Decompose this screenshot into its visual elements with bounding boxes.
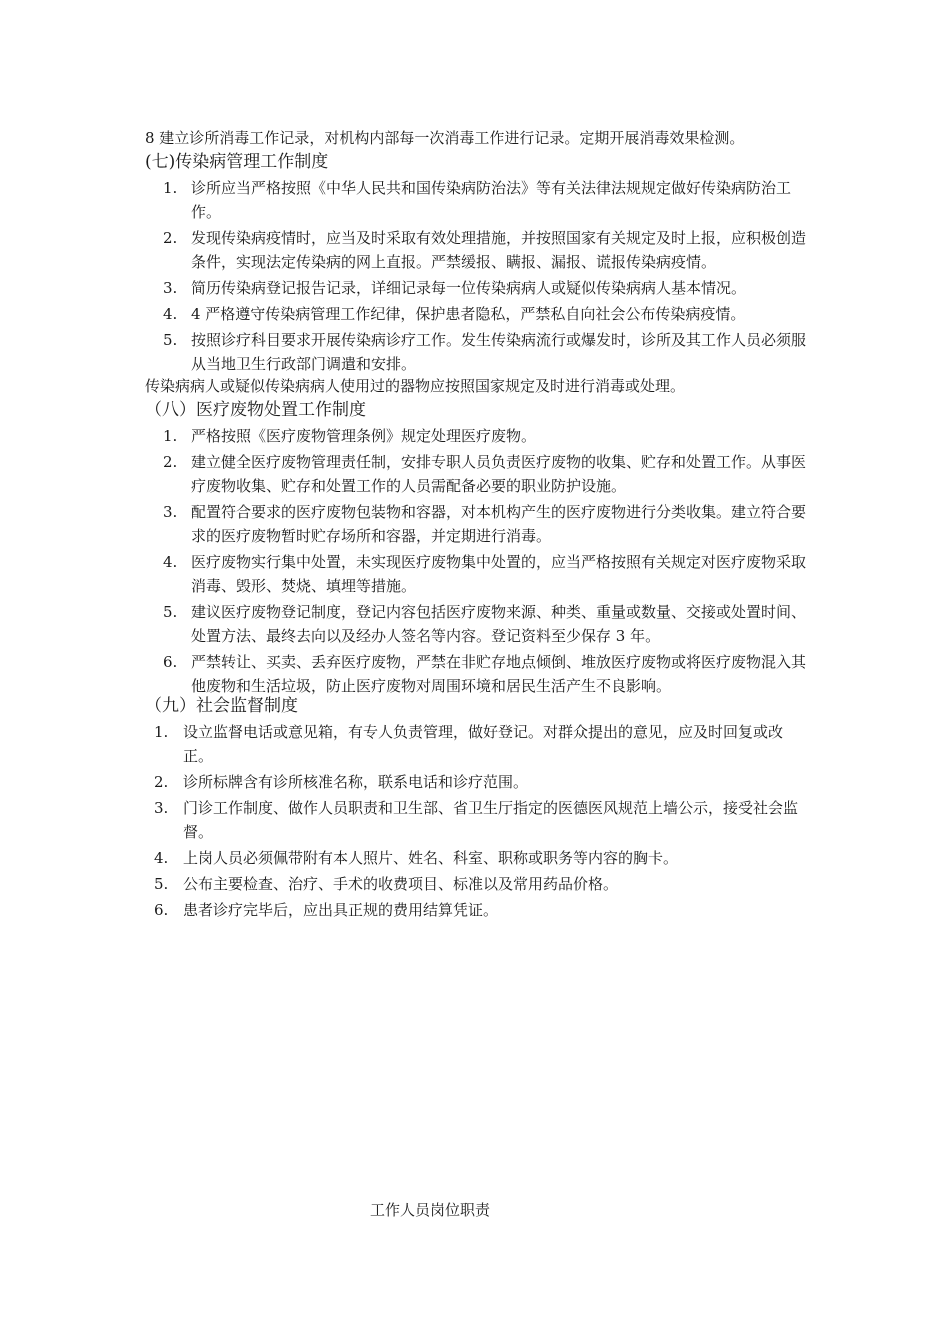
item-number: 2. — [163, 453, 178, 471]
item-number: 1. — [154, 723, 169, 741]
item-text: 门诊工作制度、做作人员职责和卫生部、省卫生厅指定的医德医风规范上墙公示，接受社会监督。 — [183, 799, 799, 841]
item-number: 4. — [163, 553, 178, 571]
item-text: 按照诊疗科目要求开展传染病诊疗工作。发生传染病流行或爆发时，诊所及其工作人员必须服从当地卫生行政部门调遣和安排。 — [191, 331, 807, 373]
section-9-heading: （九）社会监督制度 — [145, 696, 298, 716]
item-text: 公布主要检查、治疗、手术的收费项目、标准以及常用药品价格。 — [183, 875, 619, 893]
item-number: 3. — [163, 279, 178, 297]
item-text: 上岗人员必须佩带附有本人照片、姓名、科室、职称或职务等内容的胸卡。 — [183, 849, 679, 867]
item-number: 3. — [163, 503, 178, 521]
item-number: 2. — [154, 773, 169, 791]
list-item — [0, 500, 950, 548]
section-9-list — [0, 720, 950, 922]
item-text: 建议医疗废物登记制度，登记内容包括医疗废物来源、种类、重量或数量、交接或处置时间、处置方法、最终去向以及经办人签名等内容。登记资料至少保存 3 年。 — [191, 603, 807, 645]
list-item — [0, 600, 950, 648]
item-number: 2. — [163, 229, 178, 247]
item-number: 1. — [163, 179, 178, 197]
item-number: 6. — [154, 901, 169, 919]
item-number: 5. — [154, 875, 169, 893]
section-7-heading: (七)传染病管理工作制度 — [145, 152, 329, 172]
item-number: 4. — [163, 305, 178, 323]
item-number: 5. — [163, 331, 178, 349]
list-item — [0, 450, 950, 498]
item-text: 诊所应当严格按照《中华人民共和国传染病防治法》等有关法律法规规定做好传染病防治工作。 — [191, 179, 792, 221]
item-number: 4. — [154, 849, 169, 867]
item-number: 6. — [163, 653, 178, 671]
section-7-list — [0, 176, 950, 376]
item-text: 严禁转让、买卖、丢弃医疗废物，严禁在非贮存地点倾倒、堆放医疗废物或将医疗废物混入其他废物和生活垃圾，防止医疗废物对周围环境和居民生活产生不良影响。 — [191, 653, 807, 695]
item-text: 患者诊疗完毕后，应出具正规的费用结算凭证。 — [183, 901, 499, 919]
item-number: 5. — [163, 603, 178, 621]
item-text: 发现传染病疫情时，应当及时采取有效处理措施，并按照国家有关规定及时上报，应积极创造条件，实现法定传染病的网上直报。严禁缓报、瞒报、漏报、谎报传染病疫情。 — [191, 229, 807, 271]
list-item — [0, 302, 950, 326]
list-item — [0, 720, 950, 768]
list-item — [0, 650, 950, 698]
item-text: 简历传染病登记报告记录，详细记录每一位传染病病人或疑似传染病病人基本情况。 — [191, 279, 747, 297]
section-8-list — [0, 424, 950, 698]
list-item — [0, 328, 950, 376]
list-item — [0, 872, 950, 896]
item-text: 诊所标牌含有诊所核准名称，联系电话和诊疗范围。 — [183, 773, 529, 791]
item-number: 3. — [154, 799, 169, 817]
footer-title: 工作人员岗位职责 — [369, 1201, 490, 1219]
item-text: 建立健全医疗废物管理责任制，安排专职人员负责医疗废物的收集、贮存和处置工作。从事医疗废物收集、贮存和处置工作的人员需配备必要的职业防护设施。 — [191, 453, 807, 495]
item-number: 1. — [163, 427, 178, 445]
list-item — [0, 226, 950, 274]
item-text: 4 严格遵守传染病管理工作纪律，保护患者隐私，严禁私自向社会公布传染病疫情。 — [191, 305, 746, 323]
list-item — [0, 796, 950, 844]
list-item — [0, 550, 950, 598]
item-text: 配置符合要求的医疗废物包装物和容器，对本机构产生的医疗废物进行分类收集。建立符合要求的医疗废物暂时贮存场所和容器，并定期进行消毒。 — [191, 503, 807, 545]
item-text: 设立监督电话或意见箱，有专人负责管理，做好登记。对群众提出的意见，应及时回复或改正。 — [183, 723, 784, 765]
list-item — [0, 898, 950, 922]
item-text: 严格按照《医疗废物管理条例》规定处理医疗废物。 — [191, 427, 537, 445]
list-item — [0, 176, 950, 224]
section-8-heading: （八）医疗废物处置工作制度 — [145, 400, 366, 420]
list-item — [0, 424, 950, 448]
list-item — [0, 846, 950, 870]
list-item — [0, 770, 950, 794]
list-item — [0, 276, 950, 300]
item-text: 医疗废物实行集中处置，未实现医疗废物集中处置的，应当严格按照有关规定对医疗废物采取消毒、毁形、焚烧、填埋等措施。 — [191, 553, 807, 595]
intro-line: 8 建立诊所消毒工作记录，对机构内部每一次消毒工作进行记录。定期开展消毒效果检测。 — [145, 129, 745, 147]
section-7-closing: 传染病病人或疑似传染病病人使用过的器物应按照国家规定及时进行消毒或处理。 — [145, 377, 686, 395]
